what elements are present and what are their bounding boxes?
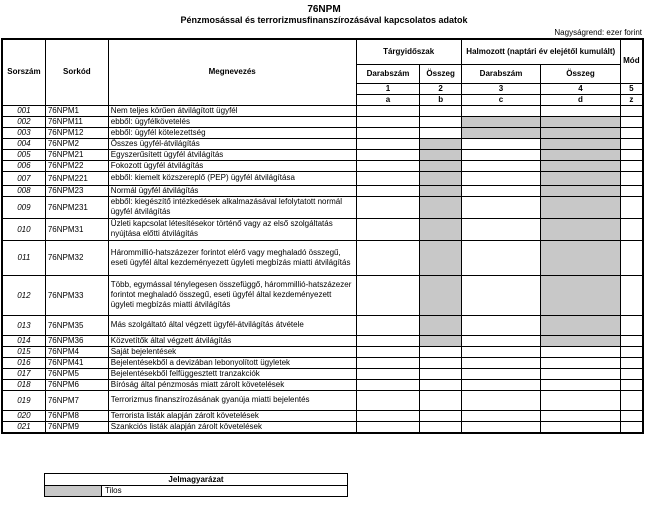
- cell-value[interactable]: [461, 346, 540, 357]
- row-code: 76NPM11: [45, 116, 108, 127]
- row-number: 018: [2, 379, 45, 390]
- cell-value[interactable]: [356, 218, 420, 240]
- cell-forbidden: [541, 196, 620, 218]
- cell-forbidden: [541, 335, 620, 346]
- row-code: 76NPM1: [45, 105, 108, 116]
- col-header-mod: Mód: [620, 39, 643, 83]
- cell-forbidden: [461, 127, 540, 138]
- cell-value[interactable]: [461, 335, 540, 346]
- cell-mod[interactable]: [620, 346, 643, 357]
- cell-value[interactable]: [461, 421, 540, 433]
- cell-value[interactable]: [541, 390, 620, 410]
- row-number: 005: [2, 149, 45, 160]
- cell-value[interactable]: [420, 346, 461, 357]
- row-number: 004: [2, 138, 45, 149]
- cell-value[interactable]: [461, 149, 540, 160]
- row-name: Közvetítők által végzett átvilágítás: [108, 335, 356, 346]
- cell-mod[interactable]: [620, 105, 643, 116]
- cell-mod[interactable]: [620, 149, 643, 160]
- cell-forbidden: [541, 185, 620, 196]
- row-number: 010: [2, 218, 45, 240]
- row-name: Terrorista listák alapján zárolt követelések: [108, 410, 356, 421]
- cell-forbidden: [420, 160, 461, 171]
- cell-forbidden: [541, 116, 620, 127]
- cell-value[interactable]: [461, 379, 540, 390]
- row-name: ebből: kiemelt közszereplő (PEP) ügyfél átvilágítása: [108, 171, 356, 185]
- cell-value[interactable]: [420, 379, 461, 390]
- form-code: 76NPM: [307, 4, 341, 15]
- cell-mod[interactable]: [620, 127, 643, 138]
- cell-value[interactable]: [541, 357, 620, 368]
- cell-mod[interactable]: [620, 368, 643, 379]
- table-row: [2, 171, 643, 185]
- row-number: 013: [2, 315, 45, 335]
- cell-value[interactable]: [356, 149, 420, 160]
- cell-forbidden: [420, 185, 461, 196]
- table-row: [2, 160, 643, 171]
- row-number: 015: [2, 346, 45, 357]
- cell-value[interactable]: [420, 410, 461, 421]
- row-number: 003: [2, 127, 45, 138]
- table-row: [2, 335, 643, 346]
- cell-value[interactable]: [356, 379, 420, 390]
- cell-value[interactable]: [461, 357, 540, 368]
- cell-value[interactable]: [356, 138, 420, 149]
- cell-value[interactable]: [356, 346, 420, 357]
- cell-value[interactable]: [356, 315, 420, 335]
- cell-mod[interactable]: [620, 160, 643, 171]
- cell-value[interactable]: [356, 240, 420, 275]
- cell-forbidden: [541, 171, 620, 185]
- col-header-sorszam: Sorszám: [2, 39, 45, 105]
- row-number: 009: [2, 196, 45, 218]
- cell-mod[interactable]: [620, 379, 643, 390]
- cell-value[interactable]: [356, 357, 420, 368]
- col-header-osszeg: Összeg: [541, 64, 620, 83]
- cell-value[interactable]: [461, 390, 540, 410]
- table-row: [2, 116, 643, 127]
- row-code: 76NPM33: [45, 275, 108, 315]
- col-letter: z: [620, 94, 643, 105]
- row-number: 014: [2, 335, 45, 346]
- row-code: 76NPM8: [45, 410, 108, 421]
- cell-value[interactable]: [461, 410, 540, 421]
- cell-value[interactable]: [461, 171, 540, 185]
- row-code: 76NPM231: [45, 196, 108, 218]
- cell-value[interactable]: [461, 315, 540, 335]
- row-name: Saját bejelentések: [108, 346, 356, 357]
- cell-value[interactable]: [356, 127, 420, 138]
- row-name: ebből: ügyfélkövetelés: [108, 116, 356, 127]
- row-code: 76NPM12: [45, 127, 108, 138]
- cell-value[interactable]: [356, 185, 420, 196]
- row-name: Üzleti kapcsolat létesítésekor történő vagy az első szolgáltatás nyújtása előtti átvilágítás: [108, 218, 356, 240]
- row-code: 76NPM32: [45, 240, 108, 275]
- row-code: 76NPM31: [45, 218, 108, 240]
- cell-forbidden: [420, 240, 461, 275]
- row-code: 76NPM4: [45, 346, 108, 357]
- col-header-targyidoszak: Tárgyidőszak: [356, 39, 461, 64]
- row-code: 76NPM6: [45, 379, 108, 390]
- cell-value[interactable]: [461, 368, 540, 379]
- row-code: 76NPM22: [45, 160, 108, 171]
- row-code: 76NPM23: [45, 185, 108, 196]
- cell-value[interactable]: [461, 105, 540, 116]
- col-header-megnevezes: Megnevezés: [108, 39, 356, 105]
- cell-mod[interactable]: [620, 275, 643, 315]
- legend-title: Jelmagyarázat: [45, 474, 347, 486]
- cell-value[interactable]: [356, 421, 420, 433]
- cell-value[interactable]: [356, 410, 420, 421]
- row-name: Terrorizmus finanszírozásának gyanúja miatti bejelentés: [108, 390, 356, 410]
- row-number: 017: [2, 368, 45, 379]
- row-name: Bejelentésekből a devizában lebonyolított ügyletek: [108, 357, 356, 368]
- cell-value[interactable]: [461, 218, 540, 240]
- col-letter: a: [356, 94, 420, 105]
- cell-value[interactable]: [461, 196, 540, 218]
- cell-mod[interactable]: [620, 315, 643, 335]
- table-row: [2, 346, 643, 357]
- cell-forbidden: [541, 138, 620, 149]
- cell-mod[interactable]: [620, 171, 643, 185]
- row-name: Nem teljes körűen átvilágított ügyfél: [108, 105, 356, 116]
- cell-mod[interactable]: [620, 390, 643, 410]
- cell-forbidden: [541, 127, 620, 138]
- cell-forbidden: [541, 218, 620, 240]
- col-header-darabszam: Darabszám: [356, 64, 420, 83]
- cell-forbidden: [420, 218, 461, 240]
- cell-value[interactable]: [461, 185, 540, 196]
- cell-mod[interactable]: [620, 240, 643, 275]
- cell-value[interactable]: [461, 160, 540, 171]
- row-code: 76NPM221: [45, 171, 108, 185]
- cell-forbidden: [420, 196, 461, 218]
- cell-value[interactable]: [356, 196, 420, 218]
- table-row: [2, 218, 643, 240]
- cell-value[interactable]: [461, 275, 540, 315]
- cell-forbidden: [541, 160, 620, 171]
- cell-value[interactable]: [356, 335, 420, 346]
- legend-swatch-grey: [45, 486, 102, 496]
- cell-forbidden: [420, 315, 461, 335]
- row-name: Normál ügyfél átvilágítás: [108, 185, 356, 196]
- legend-label: Tilos: [105, 486, 122, 495]
- col-number: 1: [356, 83, 420, 94]
- cell-value[interactable]: [356, 160, 420, 171]
- cell-forbidden: [541, 315, 620, 335]
- col-number: 4: [541, 83, 620, 94]
- table-row: [2, 390, 643, 410]
- row-name: Összes ügyfél-átvilágítás: [108, 138, 356, 149]
- table-row: [2, 196, 643, 218]
- table-row: [2, 127, 643, 138]
- cell-mod[interactable]: [620, 357, 643, 368]
- row-number: 007: [2, 171, 45, 185]
- table-row: [2, 185, 643, 196]
- cell-value[interactable]: [420, 105, 461, 116]
- form-title: Pénzmosással és terrorizmusfinanszírozásával kapcsolatos adatok: [180, 15, 468, 25]
- table-row: [2, 410, 643, 421]
- row-name: Bíróság által pénzmosás miatt zárolt követelések: [108, 379, 356, 390]
- cell-mod[interactable]: [620, 138, 643, 149]
- row-name: Bejelentésekből felfüggesztett tranzakciók: [108, 368, 356, 379]
- row-name: Hárommillió-hatszázezer forintot elérő vagy meghaladó összegű, eseti ügyfél által kezdeményezett ügyleti megbízás miatti átvilágítás: [108, 240, 356, 275]
- cell-value[interactable]: [541, 368, 620, 379]
- row-name: Más szolgáltató által végzett ügyfél-átvilágítás átvétele: [108, 315, 356, 335]
- row-number: 011: [2, 240, 45, 275]
- row-number: 012: [2, 275, 45, 315]
- cell-value[interactable]: [420, 357, 461, 368]
- row-code: 76NPM2: [45, 138, 108, 149]
- cell-value[interactable]: [420, 390, 461, 410]
- cell-mod[interactable]: [620, 218, 643, 240]
- cell-mod[interactable]: [620, 196, 643, 218]
- row-code: 76NPM7: [45, 390, 108, 410]
- row-code: 76NPM9: [45, 421, 108, 433]
- cell-mod[interactable]: [620, 335, 643, 346]
- cell-value[interactable]: [541, 346, 620, 357]
- row-number: 006: [2, 160, 45, 171]
- table-row: [2, 357, 643, 368]
- cell-value[interactable]: [461, 138, 540, 149]
- cell-value[interactable]: [356, 275, 420, 315]
- row-code: 76NPM35: [45, 315, 108, 335]
- cell-value[interactable]: [420, 421, 461, 433]
- row-number: 020: [2, 410, 45, 421]
- row-number: 016: [2, 357, 45, 368]
- col-header-osszeg: Összeg: [420, 64, 461, 83]
- row-name: ebből: kiegészítő intézkedések alkalmazásával lefolytatott normál ügyfél átvilágítás: [108, 196, 356, 218]
- data-table: [1, 38, 644, 434]
- col-letter: b: [420, 94, 461, 105]
- cell-forbidden: [420, 149, 461, 160]
- col-header-halmozott: Halmozott (naptári év elejétől kumulált): [461, 39, 620, 64]
- table-row: [2, 240, 643, 275]
- row-name: Fokozott ügyfél átvilágítás: [108, 160, 356, 171]
- row-number: 021: [2, 421, 45, 433]
- col-number: 5: [620, 83, 643, 94]
- cell-mod[interactable]: [620, 421, 643, 433]
- cell-forbidden: [420, 171, 461, 185]
- cell-forbidden: [541, 275, 620, 315]
- cell-forbidden: [420, 138, 461, 149]
- unit-label: Nagyságrend: ezer forint: [554, 28, 642, 37]
- row-code: 76NPM5: [45, 368, 108, 379]
- row-number: 019: [2, 390, 45, 410]
- cell-value[interactable]: [541, 410, 620, 421]
- cell-forbidden: [541, 149, 620, 160]
- table-row: [2, 315, 643, 335]
- cell-value[interactable]: [541, 105, 620, 116]
- col-number: 3: [461, 83, 540, 94]
- row-name: Szankciós listák alapján zárolt követelések: [108, 421, 356, 433]
- row-number: 001: [2, 105, 45, 116]
- cell-value[interactable]: [420, 368, 461, 379]
- cell-forbidden: [420, 335, 461, 346]
- cell-value[interactable]: [356, 105, 420, 116]
- cell-value[interactable]: [541, 379, 620, 390]
- col-header-darabszam: Darabszám: [461, 64, 540, 83]
- cell-value[interactable]: [461, 240, 540, 275]
- legend: [44, 473, 348, 497]
- cell-value[interactable]: [356, 368, 420, 379]
- table-row: [2, 275, 643, 315]
- row-name: ebből: ügyfél kötelezettség: [108, 127, 356, 138]
- cell-value[interactable]: [356, 171, 420, 185]
- cell-value[interactable]: [420, 127, 461, 138]
- cell-mod[interactable]: [620, 185, 643, 196]
- cell-forbidden: [420, 275, 461, 315]
- col-number: 2: [420, 83, 461, 94]
- cell-forbidden: [461, 116, 540, 127]
- col-letter: d: [541, 94, 620, 105]
- cell-value[interactable]: [356, 390, 420, 410]
- cell-mod[interactable]: [620, 116, 643, 127]
- table-row: [2, 421, 643, 433]
- col-letter: c: [461, 94, 540, 105]
- row-code: 76NPM41: [45, 357, 108, 368]
- cell-forbidden: [541, 240, 620, 275]
- cell-value[interactable]: [356, 116, 420, 127]
- cell-value[interactable]: [420, 116, 461, 127]
- cell-mod[interactable]: [620, 410, 643, 421]
- cell-value[interactable]: [541, 421, 620, 433]
- row-name: Több, egymással ténylegesen összefüggő, hárommillió-hatszázezer forintot meghaladó összegű, eseti ügyfél által kezdeményezett ügyleti megbízás miatti átvilágítás: [108, 275, 356, 315]
- row-number: 002: [2, 116, 45, 127]
- table-row: [2, 379, 643, 390]
- row-code: 76NPM36: [45, 335, 108, 346]
- row-code: 76NPM21: [45, 149, 108, 160]
- row-number: 008: [2, 185, 45, 196]
- table-row: [2, 368, 643, 379]
- table-row: [2, 149, 643, 160]
- table-row: [2, 105, 643, 116]
- table-row: [2, 138, 643, 149]
- row-name: Egyszerűsített ügyfél átvilágítás: [108, 149, 356, 160]
- col-header-sorkod: Sorkód: [45, 39, 108, 105]
